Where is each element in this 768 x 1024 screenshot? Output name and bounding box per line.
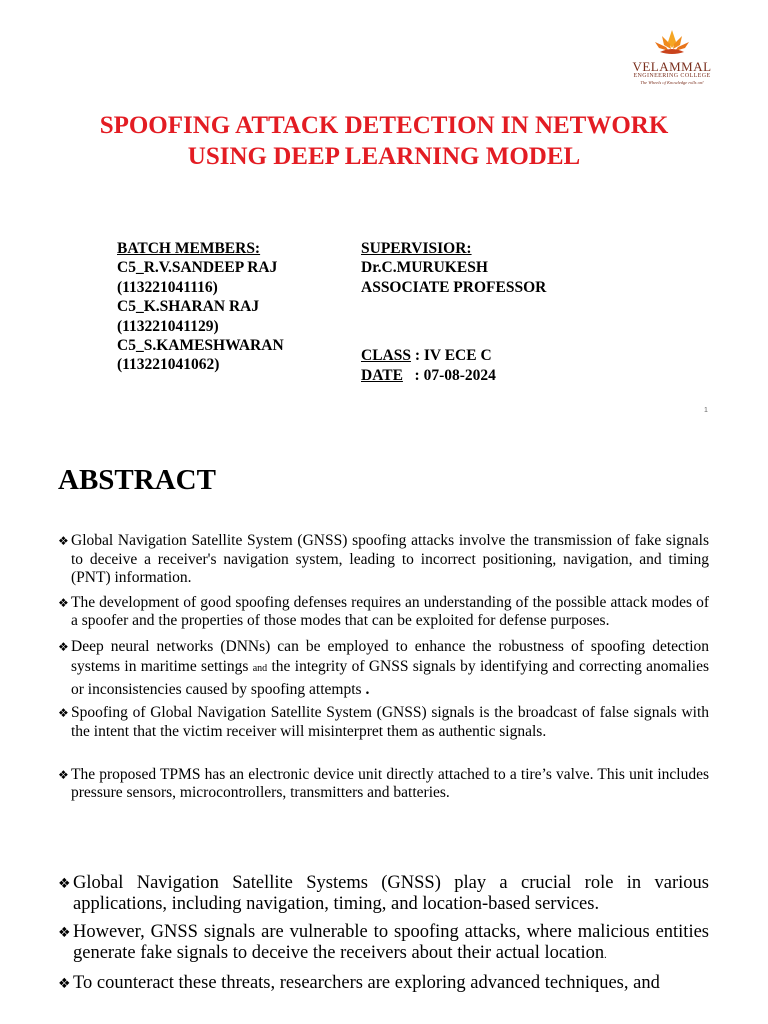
- member-line: C5_S.KAMESHWARAN: [117, 337, 284, 355]
- list-item: [58, 637, 709, 701]
- date-line: [361, 366, 496, 386]
- batch-members: [117, 239, 284, 375]
- diamond-bullet-icon: ❖: [58, 639, 69, 654]
- presentation-title: [40, 110, 728, 172]
- bullet-text: Spoofing of Global Navigation Satellite System (GNSS) signals is the broadcast of false signals with the intent that the victim receiver will misinterpret them as authentic signals.: [71, 704, 709, 741]
- title-line-1: SPOOFING ATTACK DETECTION IN NETWORK: [99, 112, 669, 139]
- diamond-bullet-icon: ❖: [58, 534, 69, 548]
- list-item: [58, 973, 709, 995]
- bullet-text: Global Navigation Satellite System (GNSS) spoofing attacks involve the transmission of fake signals to deceive a receiver's navigation system, leading to incorrect positioning, navigation, and timing (PNT) information.: [71, 532, 709, 587]
- member-line: C5_R.V.SANDEEP RAJ: [117, 259, 278, 277]
- bullet-text: To counteract these threats, researchers are exploring advanced techniques, and: [73, 972, 660, 993]
- date-value: : 07-08-2024: [402, 366, 496, 384]
- abstract-bullets: [58, 532, 709, 994]
- supervisor-name: Dr.C.MURUKESH: [361, 259, 488, 277]
- logo-tagline: The Wheels of Knowledge rolls on!: [640, 80, 704, 85]
- bullet-text: The proposed TPMS has an electronic device unit directly attached to a tire’s valve. This unit includes pressure sensors, microcontrollers, transmitters and batteries.: [71, 765, 709, 802]
- bullet-text-end: .: [604, 950, 607, 962]
- member-line: (113221041062): [117, 356, 220, 374]
- bullet-text: Global Navigation Satellite Systems (GNSS) play a crucial role in various applications, including navigation, timing, and location-based services.: [73, 872, 709, 915]
- list-item: [58, 594, 709, 631]
- bullet-text-small: and: [252, 663, 268, 675]
- class-label: CLASS: [361, 347, 411, 364]
- bullet-text: Deep neural networks (DNNs) can be employed to enhance the robustness of spoofing detection systems in maritime settings: [71, 637, 709, 676]
- list-item: [58, 922, 709, 967]
- diamond-bullet-icon: ❖: [58, 975, 71, 992]
- bullet-text: The development of good spoofing defenses requires an understanding of the possible attack modes of a spoofer and the properties of those modes that can be exploited for defense purposes.: [71, 593, 709, 630]
- diamond-bullet-icon: ❖: [58, 924, 71, 941]
- list-item: [58, 532, 709, 588]
- supervisor-designation: ASSOCIATE PROFESSOR: [361, 278, 547, 296]
- diamond-bullet-icon: ❖: [58, 706, 69, 721]
- diamond-bullet-icon: ❖: [58, 595, 69, 610]
- date-label: DATE: [361, 366, 403, 384]
- bullet-text-end: .: [365, 680, 370, 698]
- supervisor-block: [361, 239, 546, 297]
- supervisor-heading: SUPERVISIOR:: [361, 240, 472, 257]
- diamond-bullet-icon: ❖: [58, 875, 71, 892]
- college-logo: [612, 28, 732, 98]
- class-line: [361, 346, 496, 366]
- member-line: (113221041129): [117, 317, 219, 335]
- member-line: C5_K.SHARAN RAJ: [117, 298, 260, 316]
- logo-subtitle: ENGINEERING COLLEGE: [633, 73, 711, 79]
- class-date-block: [361, 346, 496, 385]
- class-value: : IV ECE C: [410, 347, 492, 364]
- lotus-icon: [652, 28, 692, 58]
- logo-name: VELAMMAL: [632, 59, 712, 74]
- page-number: 1: [704, 407, 708, 414]
- bullet-text: However, GNSS signals are vulnerable to spoofing attacks, where malicious entities generate fake signals to deceive the receivers about their actual location: [73, 921, 709, 964]
- batch-members-heading: BATCH MEMBERS:: [117, 240, 261, 257]
- title-line-2: USING DEEP LEARNING MODEL: [187, 143, 581, 170]
- abstract-slide: [0, 440, 768, 1024]
- list-item: [58, 704, 709, 741]
- list-item: [58, 873, 709, 916]
- diamond-bullet-icon: ❖: [58, 767, 69, 782]
- member-line: (113221041116): [117, 278, 218, 296]
- bullet-text: the integrity of GNSS signals by identifying and correcting anomalies or inconsistencies caused by spoofing attempts: [71, 658, 709, 698]
- list-item: [58, 766, 709, 803]
- abstract-heading: ABSTRACT: [58, 464, 216, 496]
- title-slide: [0, 0, 768, 440]
